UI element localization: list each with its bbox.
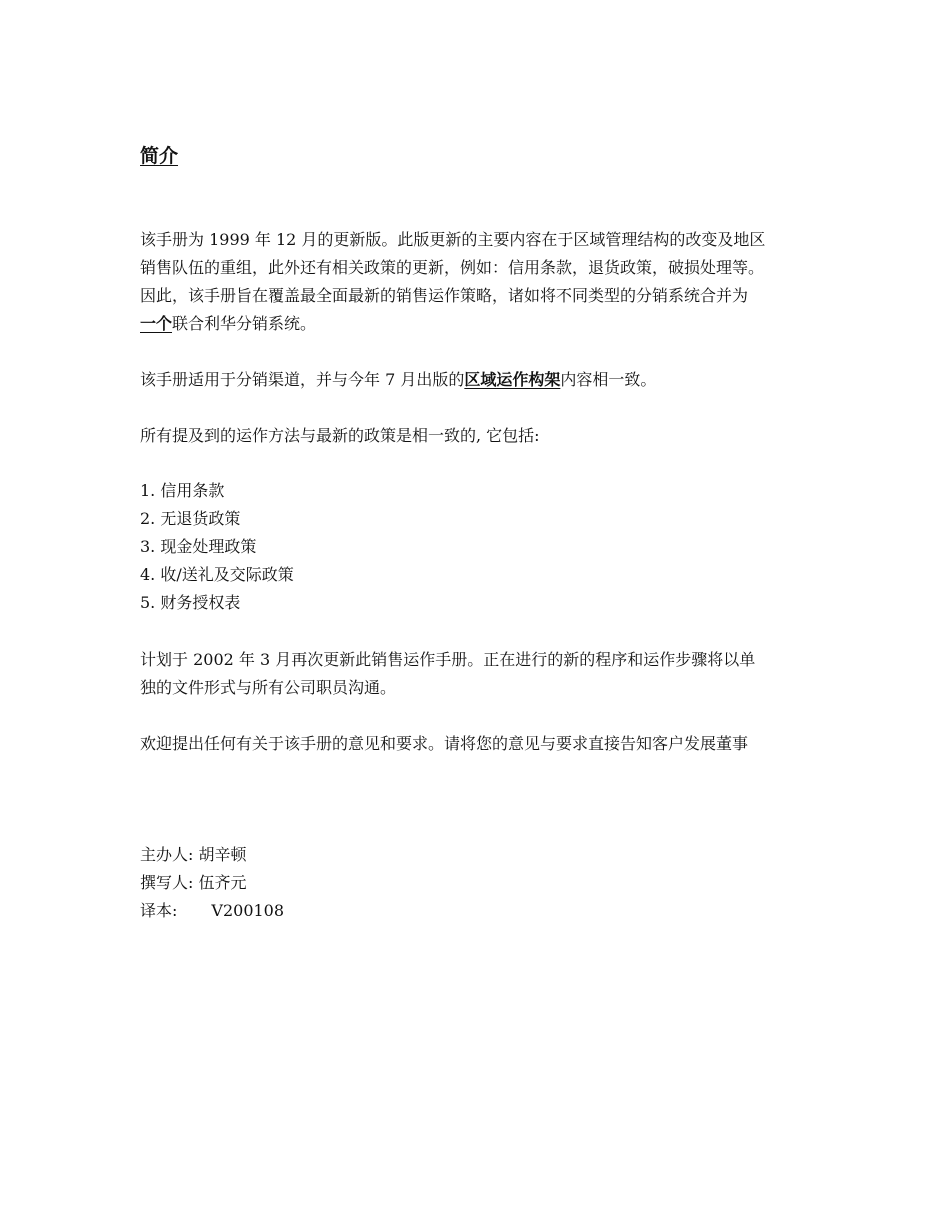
list-item: 4. 收/送礼及交际政策 bbox=[140, 565, 294, 584]
scope-emphasis: 区域运作构架 bbox=[464, 370, 561, 389]
author-line: 撰写人: 伍齐元 bbox=[140, 873, 247, 892]
list-item: 1. 信用条款 bbox=[140, 481, 225, 500]
policies-intro-paragraph: 所有提及到的运作方法与最新的政策是相一致的, 它包括: bbox=[140, 426, 540, 445]
intro-paragraph bbox=[140, 226, 870, 338]
update-plan-paragraph bbox=[140, 646, 870, 702]
version-line bbox=[140, 897, 870, 925]
list-item: 2. 无退货政策 bbox=[140, 509, 241, 528]
scope-line bbox=[140, 366, 870, 394]
version-value: V200108 bbox=[211, 901, 285, 920]
list-item: 5. 财务授权表 bbox=[140, 593, 241, 612]
scope-before: 该手册适用于分销渠道，并与今年 7 月出版的 bbox=[140, 370, 465, 389]
sponsor-line: 主办人: 胡辛顿 bbox=[140, 845, 247, 864]
update-plan-line-2: 独的文件形式与所有公司职员沟通。 bbox=[140, 678, 397, 697]
list-item: 3. 现金处理政策 bbox=[140, 537, 257, 556]
intro-line-2: 销售队伍的重组，此外还有相关政策的更新，例如：信用条款，退货政策，破损处理等。 bbox=[140, 258, 765, 277]
intro-emphasis: 一个 bbox=[140, 314, 173, 333]
intro-line-1: 该手册为 1999 年 12 月的更新版。此版更新的主要内容在于区域管理结构的改变及地区 bbox=[140, 230, 766, 249]
update-plan-line-1: 计划于 2002 年 3 月再次更新此销售运作手册。正在进行的新的程序和运作步骤将以单 bbox=[140, 650, 756, 669]
scope-after: 内容相一致。 bbox=[560, 370, 657, 389]
version-label: 译本: bbox=[140, 901, 178, 920]
signoff-block bbox=[140, 841, 870, 925]
scope-paragraph bbox=[140, 366, 870, 394]
policy-list bbox=[140, 477, 870, 617]
page-title: 简介 bbox=[140, 145, 179, 167]
intro-line-4-rest: 联合利华分销系统。 bbox=[172, 314, 317, 333]
intro-line-4 bbox=[140, 310, 870, 338]
intro-line-3: 因此，该手册旨在覆盖最全面最新的销售运作策略，诸如将不同类型的分销系统合并为 bbox=[140, 286, 749, 305]
feedback-paragraph: 欢迎提出任何有关于该手册的意见和要求。请将您的意见与要求直接告知客户发展董事 bbox=[140, 734, 749, 753]
